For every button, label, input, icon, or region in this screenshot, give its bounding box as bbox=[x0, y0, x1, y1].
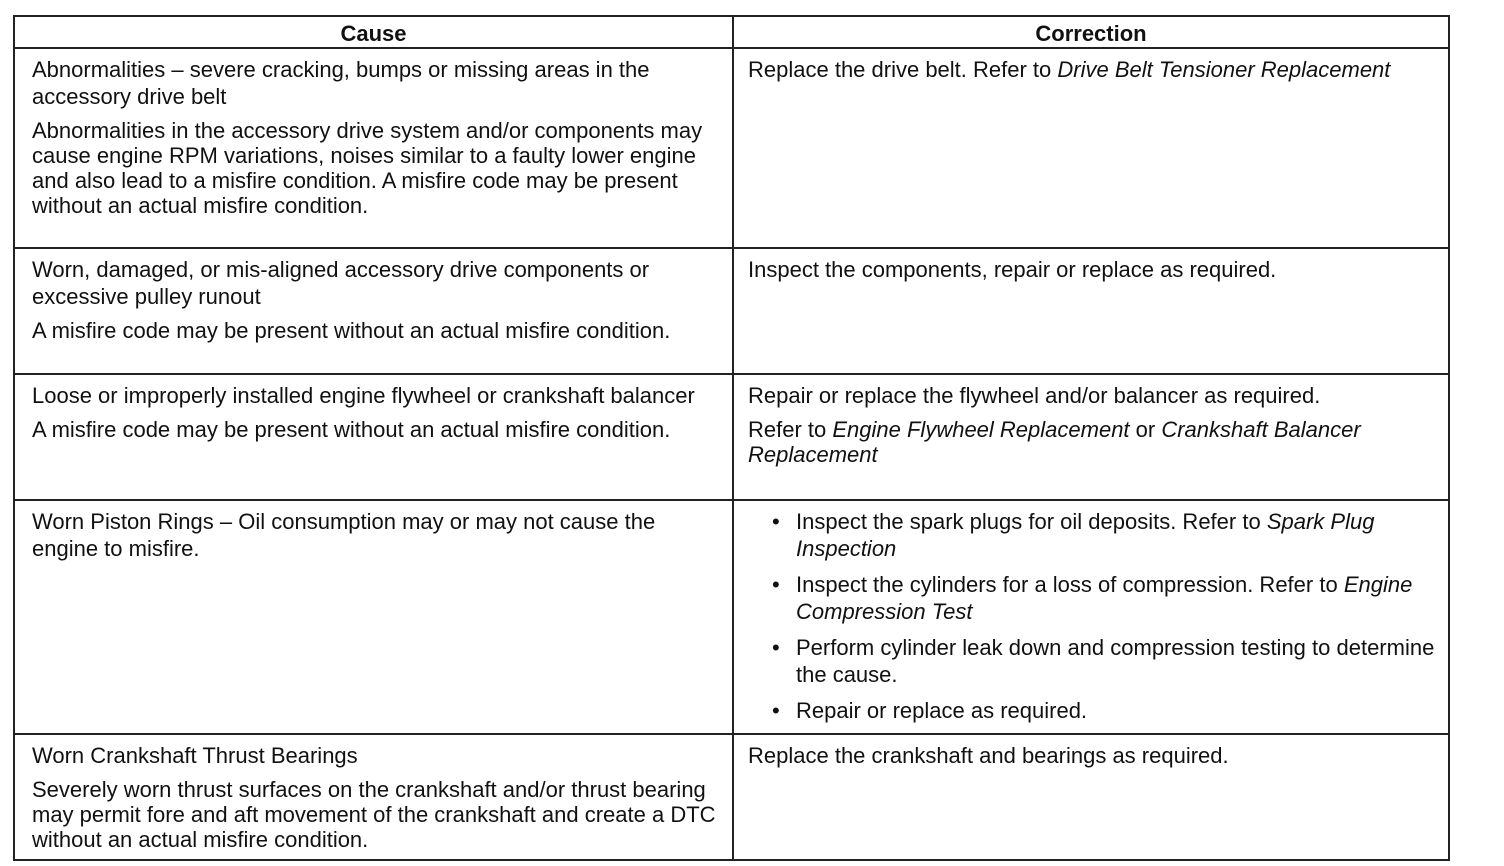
reference-link: Engine Compression Test bbox=[796, 572, 1413, 624]
reference-link: Spark Plug Inspection bbox=[796, 509, 1375, 561]
table-row bbox=[14, 48, 1449, 248]
list-item: • Repair or replace as required. bbox=[772, 698, 1088, 723]
bullet-icon: • bbox=[772, 635, 780, 660]
list-item: • Perform cylinder leak down and compression testing to determine the cause. bbox=[772, 635, 1435, 687]
correction-cell bbox=[733, 734, 1449, 860]
cause-title: Worn, damaged, or mis-aligned accessory drive components or excessive pulley runout bbox=[32, 257, 650, 309]
cause-title: Abnormalities – severe cracking, bumps or missing areas in the accessory drive belt bbox=[32, 57, 650, 109]
correction-cell bbox=[733, 248, 1449, 374]
header-cause: Cause bbox=[14, 16, 733, 48]
table-row bbox=[14, 500, 1449, 734]
cause-title: Worn Crankshaft Thrust Bearings bbox=[32, 743, 358, 768]
table-row bbox=[14, 734, 1449, 860]
bullet-icon: • bbox=[772, 698, 780, 723]
cause-detail: A misfire code may be present without an actual misfire condition. bbox=[32, 417, 671, 442]
table-row bbox=[14, 248, 1449, 374]
header-row bbox=[14, 16, 1449, 48]
cause-cell bbox=[14, 248, 733, 374]
reference-link: Engine Flywheel Replacement bbox=[832, 417, 1130, 442]
cause-cell bbox=[14, 374, 733, 500]
cause-detail: A misfire code may be present without an actual misfire condition. bbox=[32, 318, 671, 343]
header-correction: Correction bbox=[733, 16, 1449, 48]
list-item: • Inspect the cylinders for a loss of compression. Refer to Engine Compression Test bbox=[772, 572, 1413, 624]
bullet-icon: • bbox=[772, 572, 780, 597]
cause-detail: Abnormalities in the accessory drive system and/or components may cause engine RPM variations, noises similar to a faulty lower engine and also lead to a misfire condition. A misfire code may be present without an actual misfire condition. bbox=[32, 118, 703, 218]
correction-refer: Refer to Engine Flywheel Replacement or Crankshaft Balancer Replacement bbox=[748, 417, 1361, 467]
list-item: • Inspect the spark plugs for oil deposits. Refer to Spark Plug Inspection bbox=[772, 509, 1375, 561]
cause-title: Loose or improperly installed engine flywheel or crankshaft balancer bbox=[32, 383, 695, 408]
cause-cell bbox=[14, 48, 733, 248]
correction-cell bbox=[733, 374, 1449, 500]
cause-title: Worn Piston Rings – Oil consumption may or may not cause the engine to misfire. bbox=[32, 509, 656, 561]
correction-cell bbox=[733, 500, 1449, 734]
correction-text: Replace the crankshaft and bearings as required. bbox=[748, 743, 1229, 768]
correction-bullet-list bbox=[748, 508, 1436, 724]
cause-cell bbox=[14, 500, 733, 734]
correction-cell bbox=[733, 48, 1449, 248]
cause-detail: Severely worn thrust surfaces on the crankshaft and/or thrust bearing may permit fore and aft movement of the crankshaft and create a DTC without an actual misfire condition. bbox=[32, 777, 716, 852]
correction-text: Repair or replace the flywheel and/or balancer as required. bbox=[748, 383, 1321, 408]
correction-text: Inspect the components, repair or replace as required. bbox=[748, 257, 1277, 282]
table-row bbox=[14, 374, 1449, 500]
diagnostic-table bbox=[13, 15, 1450, 861]
cause-cell bbox=[14, 734, 733, 860]
reference-link: Crankshaft Balancer Replacement bbox=[748, 417, 1361, 467]
correction-text: Replace the drive belt. Refer to Drive Belt Tensioner Replacement bbox=[748, 57, 1391, 82]
reference-link: Drive Belt Tensioner Replacement bbox=[1057, 57, 1391, 82]
bullet-icon: • bbox=[772, 509, 780, 534]
